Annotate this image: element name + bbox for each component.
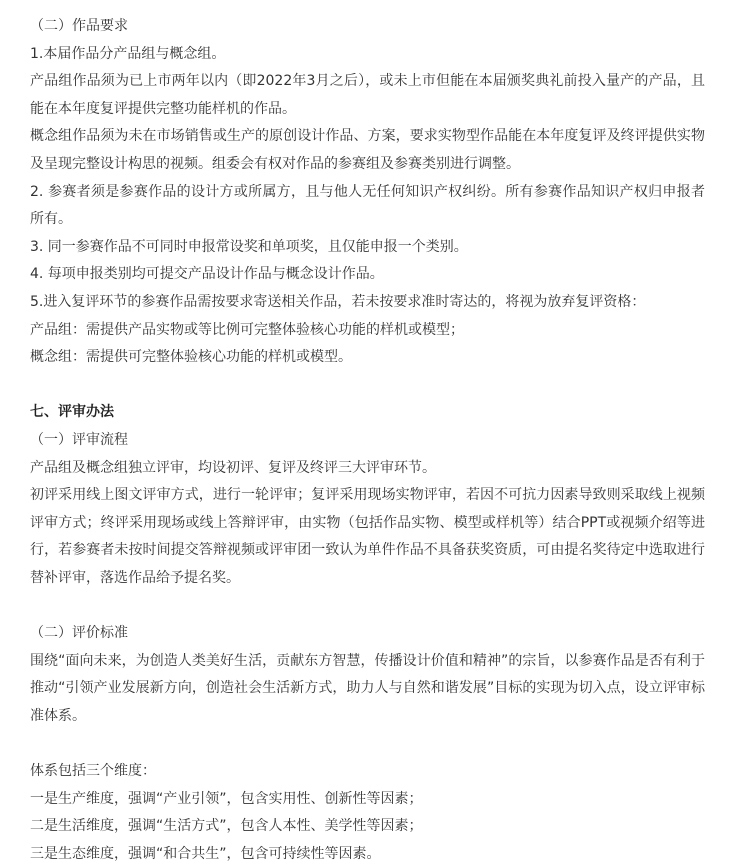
paragraph-review-details: 初评采用线上图文评审方式，进行一轮评审；复评采用现场实物评审，若因不可抗力因素导致则采取线上视频评审方式；终评采用现场或线上答辩评审，由实物（包括作品实物、模型或样机等）结合PPT或视频介绍等进行，若参赛者未按时间提交答辩视频或评审团一致认为单件作品不具备获奖资质，可由提名奖待定中选取进行替补评审，落选作品给予提名奖。	[30, 487, 705, 586]
paragraph-concept-group: 概念组作品须为未在市场销售或生产的原创设计作品、方案，要求实物型作品能在本年度复评及终评提供实物及呈现完整设计构思的视频。组委会有权对作品的参赛组及参赛类别进行调整。	[30, 128, 705, 172]
spacer	[30, 730, 741, 758]
subheading-review-process: （一）评审流程	[30, 431, 128, 448]
list-item-life-dimension: 二是生活维度，强调“生活方式”，包含人本性、美学性等因素；	[30, 818, 423, 835]
section-title-review-method: 七、评审办法	[30, 404, 114, 421]
section-heading-work-requirements: （二）作品要求	[30, 18, 128, 34]
spacer	[30, 372, 741, 400]
paragraph-three-dimensions: 体系包括三个维度：	[30, 763, 156, 780]
paragraph-product-group: 产品组作品须为已上市两年以内（即2022年3月之后），或未上市但能在本届颁奖典礼前投入量产的产品，且能在本年度复评提供完整功能样机的作品。	[30, 73, 705, 117]
paragraph-concept-sample: 概念组：需提供可完整体验核心功能的样机或模型。	[30, 349, 352, 366]
paragraph-submission-types: 4. 每项申报类别均可提交产品设计作品与概念设计作品。	[30, 266, 384, 283]
paragraph-second-round-shipping: 5.进入复评环节的参赛作品需按要求寄送相关作品，若未按要求准时寄达的，将视为放弃复评资格：	[30, 293, 646, 310]
paragraph-review-stages: 产品组及概念组独立评审，均设初评、复评及终评三大评审环节。	[30, 459, 436, 476]
list-item-production-dimension: 一是生产维度，强调“产业引领”，包含实用性、创新性等因素；	[30, 790, 423, 807]
paragraph-product-sample: 产品组：需提供产品实物或等比例可完整体验核心功能的样机或模型；	[30, 321, 464, 338]
paragraph-evaluation-principle: 围绕“面向未来，为创造人类美好生活，贡献东方智慧，传播设计价值和精神”的宗旨，以参赛作品是否有利于推动“引领产业发展新方向，创造社会生活新方式，助力人与自然和谐发展”目标的实现为切入点，设立评审标准体系。	[30, 652, 705, 724]
paragraph-single-category: 3. 同一参赛作品不可同时申报常设奖和单项奖，且仅能申报一个类别。	[30, 238, 468, 255]
paragraph-groups: 1.本届作品分产品组与概念组。	[30, 45, 226, 62]
list-item-ecology-dimension: 三是生态维度，强调“和合共生”，包含可持续性等因素。	[30, 845, 381, 862]
subheading-evaluation-criteria: （二）评价标准	[30, 625, 128, 642]
paragraph-ip-rights: 2. 参赛者须是参赛作品的设计方或所属方，且与他人无任何知识产权纠纷。所有参赛作品知识产权归申报者所有。	[30, 183, 705, 228]
spacer	[30, 592, 741, 620]
